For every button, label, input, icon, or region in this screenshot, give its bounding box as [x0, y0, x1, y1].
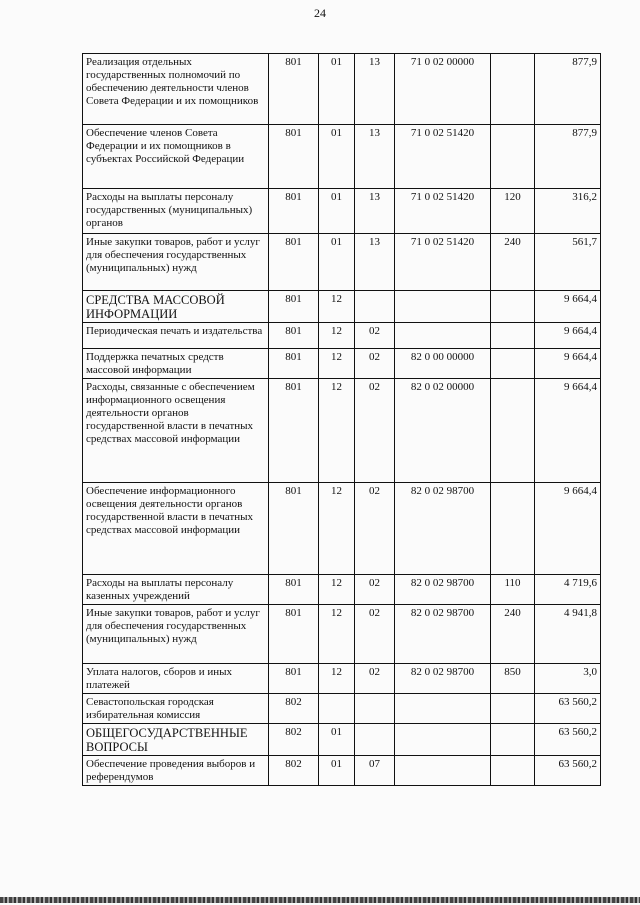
row-name: Обеспечение проведения выборов и референдумов — [83, 756, 269, 786]
row-vr-code — [491, 483, 535, 575]
row-name: Уплата налогов, сборов и иных платежей — [83, 664, 269, 694]
budget-table — [82, 53, 601, 786]
row-csr-code: 82 0 00 00000 — [395, 349, 491, 379]
row-name: Расходы, связанные с обеспечением информационного освещения деятельности органов государственной власти в печатных средствах массовой информации — [83, 379, 269, 483]
row-pr-code: 02 — [355, 605, 395, 664]
row-csr-code: 82 0 02 98700 — [395, 575, 491, 605]
row-gr-code: 801 — [269, 349, 319, 379]
row-csr-code: 71 0 02 51420 — [395, 125, 491, 189]
row-rz-code: 01 — [319, 234, 355, 291]
row-rz-code: 01 — [319, 756, 355, 786]
row-gr-code: 801 — [269, 125, 319, 189]
row-name: Иные закупки товаров, работ и услуг для обеспечения государственных (муниципальных) нужд — [83, 605, 269, 664]
row-amount: 3,0 — [535, 664, 601, 694]
table-row — [83, 379, 601, 483]
row-csr-code — [395, 724, 491, 756]
row-name: Поддержка печатных средств массовой информации — [83, 349, 269, 379]
row-gr-code: 801 — [269, 379, 319, 483]
row-gr-code: 801 — [269, 575, 319, 605]
row-csr-code: 82 0 02 98700 — [395, 483, 491, 575]
table-row — [83, 483, 601, 575]
row-rz-code: 01 — [319, 125, 355, 189]
row-gr-code: 801 — [269, 664, 319, 694]
row-rz-code: 12 — [319, 291, 355, 323]
row-amount: 63 560,2 — [535, 694, 601, 724]
row-pr-code — [355, 291, 395, 323]
row-amount: 316,2 — [535, 189, 601, 234]
row-pr-code: 13 — [355, 125, 395, 189]
table-row — [83, 349, 601, 379]
row-name: Периодическая печать и издательства — [83, 323, 269, 349]
row-csr-code — [395, 694, 491, 724]
row-gr-code: 801 — [269, 189, 319, 234]
row-rz-code: 12 — [319, 575, 355, 605]
row-pr-code: 02 — [355, 379, 395, 483]
row-vr-code — [491, 756, 535, 786]
row-gr-code: 802 — [269, 756, 319, 786]
row-rz-code: 01 — [319, 54, 355, 125]
row-pr-code: 13 — [355, 234, 395, 291]
row-name: СРЕДСТВА МАССОВОЙ ИНФОРМАЦИИ — [83, 291, 269, 323]
row-amount: 9 664,4 — [535, 291, 601, 323]
row-rz-code: 12 — [319, 664, 355, 694]
row-pr-code: 02 — [355, 349, 395, 379]
table-row — [83, 323, 601, 349]
row-vr-code — [491, 291, 535, 323]
row-name: ОБЩЕГОСУДАРСТВЕННЫЕ ВОПРОСЫ — [83, 724, 269, 756]
row-pr-code: 13 — [355, 189, 395, 234]
row-gr-code: 801 — [269, 234, 319, 291]
table-row — [83, 575, 601, 605]
table-row — [83, 694, 601, 724]
scan-edge — [0, 897, 640, 903]
row-amount: 9 664,4 — [535, 323, 601, 349]
row-name: Расходы на выплаты персоналу государственных (муниципальных) органов — [83, 189, 269, 234]
row-gr-code: 801 — [269, 54, 319, 125]
row-rz-code: 01 — [319, 724, 355, 756]
row-vr-code: 120 — [491, 189, 535, 234]
row-amount: 63 560,2 — [535, 724, 601, 756]
row-name: Иные закупки товаров, работ и услуг для обеспечения государственных (муниципальных) нужд — [83, 234, 269, 291]
row-rz-code: 12 — [319, 349, 355, 379]
row-rz-code — [319, 694, 355, 724]
row-amount: 9 664,4 — [535, 379, 601, 483]
row-pr-code: 02 — [355, 664, 395, 694]
row-vr-code — [491, 54, 535, 125]
row-vr-code — [491, 724, 535, 756]
row-amount: 4 941,8 — [535, 605, 601, 664]
row-gr-code: 801 — [269, 291, 319, 323]
row-csr-code: 71 0 02 00000 — [395, 54, 491, 125]
row-amount: 9 664,4 — [535, 483, 601, 575]
row-vr-code — [491, 323, 535, 349]
table-row — [83, 756, 601, 786]
row-rz-code: 12 — [319, 323, 355, 349]
row-amount: 63 560,2 — [535, 756, 601, 786]
row-vr-code: 240 — [491, 234, 535, 291]
row-rz-code: 01 — [319, 189, 355, 234]
row-rz-code: 12 — [319, 605, 355, 664]
table-row — [83, 724, 601, 756]
row-pr-code — [355, 724, 395, 756]
row-pr-code: 02 — [355, 575, 395, 605]
row-amount: 877,9 — [535, 54, 601, 125]
table-row — [83, 125, 601, 189]
row-vr-code — [491, 349, 535, 379]
row-vr-code: 850 — [491, 664, 535, 694]
table-row — [83, 291, 601, 323]
row-csr-code: 82 0 02 00000 — [395, 379, 491, 483]
row-vr-code — [491, 125, 535, 189]
row-amount: 4 719,6 — [535, 575, 601, 605]
row-csr-code: 82 0 02 98700 — [395, 664, 491, 694]
row-vr-code: 240 — [491, 605, 535, 664]
row-pr-code: 07 — [355, 756, 395, 786]
row-vr-code — [491, 379, 535, 483]
row-csr-code — [395, 756, 491, 786]
row-name: Обеспечение членов Совета Федерации и их помощников в субъектах Российской Федерации — [83, 125, 269, 189]
row-pr-code — [355, 694, 395, 724]
row-name: Расходы на выплаты персоналу казенных учреждений — [83, 575, 269, 605]
row-gr-code: 801 — [269, 605, 319, 664]
row-pr-code: 02 — [355, 483, 395, 575]
row-csr-code — [395, 291, 491, 323]
table-row — [83, 189, 601, 234]
table-row — [83, 605, 601, 664]
page-number: 24 — [314, 6, 326, 20]
row-csr-code: 82 0 02 98700 — [395, 605, 491, 664]
row-gr-code: 801 — [269, 323, 319, 349]
row-pr-code: 13 — [355, 54, 395, 125]
row-gr-code: 801 — [269, 483, 319, 575]
row-rz-code: 12 — [319, 379, 355, 483]
row-csr-code — [395, 323, 491, 349]
row-csr-code: 71 0 02 51420 — [395, 234, 491, 291]
row-name: Обеспечение информационного освещения деятельности органов государственной власти в печатных средствах массовой информации — [83, 483, 269, 575]
row-name: Севастопольская городская избирательная комиссия — [83, 694, 269, 724]
row-vr-code — [491, 694, 535, 724]
row-pr-code: 02 — [355, 323, 395, 349]
table-row — [83, 234, 601, 291]
row-amount: 9 664,4 — [535, 349, 601, 379]
row-gr-code: 802 — [269, 724, 319, 756]
row-gr-code: 802 — [269, 694, 319, 724]
table-row — [83, 664, 601, 694]
row-amount: 877,9 — [535, 125, 601, 189]
row-vr-code: 110 — [491, 575, 535, 605]
row-name: Реализация отдельных государственных полномочий по обеспечению деятельности членов Совета Федерации и их помощников — [83, 54, 269, 125]
row-rz-code: 12 — [319, 483, 355, 575]
row-amount: 561,7 — [535, 234, 601, 291]
row-csr-code: 71 0 02 51420 — [395, 189, 491, 234]
table-row — [83, 54, 601, 125]
